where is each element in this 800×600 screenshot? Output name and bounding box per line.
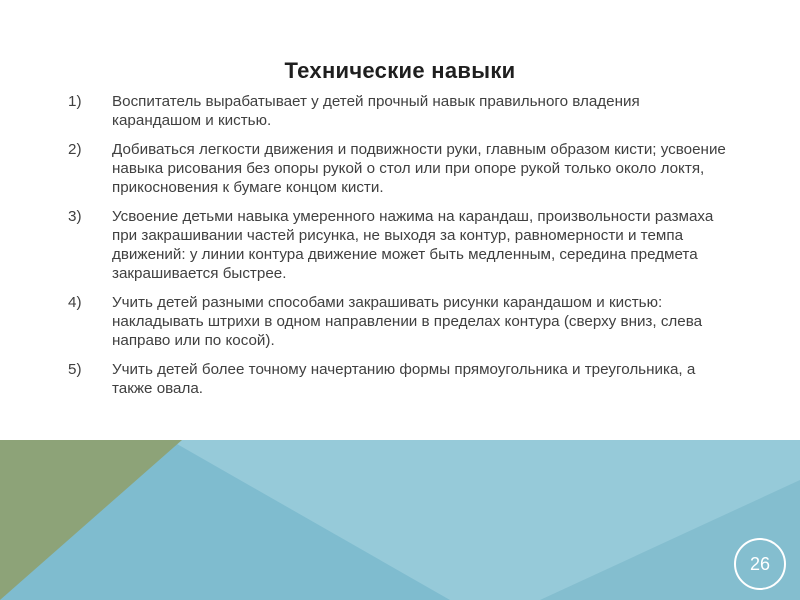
list-item-number: 1) (68, 93, 82, 110)
list-item-text: Воспитатель вырабатывает у детей прочный навык правильного владения карандашом и кистью. (112, 93, 640, 129)
list-item (68, 207, 728, 283)
list-item-number: 2) (68, 141, 82, 158)
slide-title: Технические навыки (284, 58, 516, 83)
list-item-number: 3) (68, 208, 82, 225)
list-item-number: 5) (68, 361, 82, 378)
list-item (68, 92, 728, 130)
skills-list (68, 92, 728, 408)
list-item-number: 4) (68, 294, 82, 311)
list-item-text: Добиваться легкости движения и подвижности руки, главным образом кисти; усвоение навыка рисования без опоры рукой о стол или при опоре рукой только около локтя, прикосновения к бумаге концом кисти. (112, 141, 726, 196)
list-item (68, 293, 728, 350)
list-item-text: Усвоение детьми навыка умеренного нажима на карандаш, произвольности размаха при закрашивании частей рисунка, не выходя за контур, равномерности и темпа движений: у линии контура движение может быть медленным, середина предмета закрашивается быстрее. (112, 208, 714, 282)
list-item (68, 360, 728, 398)
list-item-text: Учить детей разными способами закрашивать рисунки карандашом и кистью: накладывать штрихи в одном направлении в пределах контура (сверху вниз, слева направо или по косой). (112, 294, 703, 349)
page-number-badge: 26 (734, 538, 786, 590)
list-item (68, 140, 728, 197)
list-item-text: Учить детей более точному начертанию формы прямоугольника и треугольника, а также овала. (112, 361, 696, 397)
